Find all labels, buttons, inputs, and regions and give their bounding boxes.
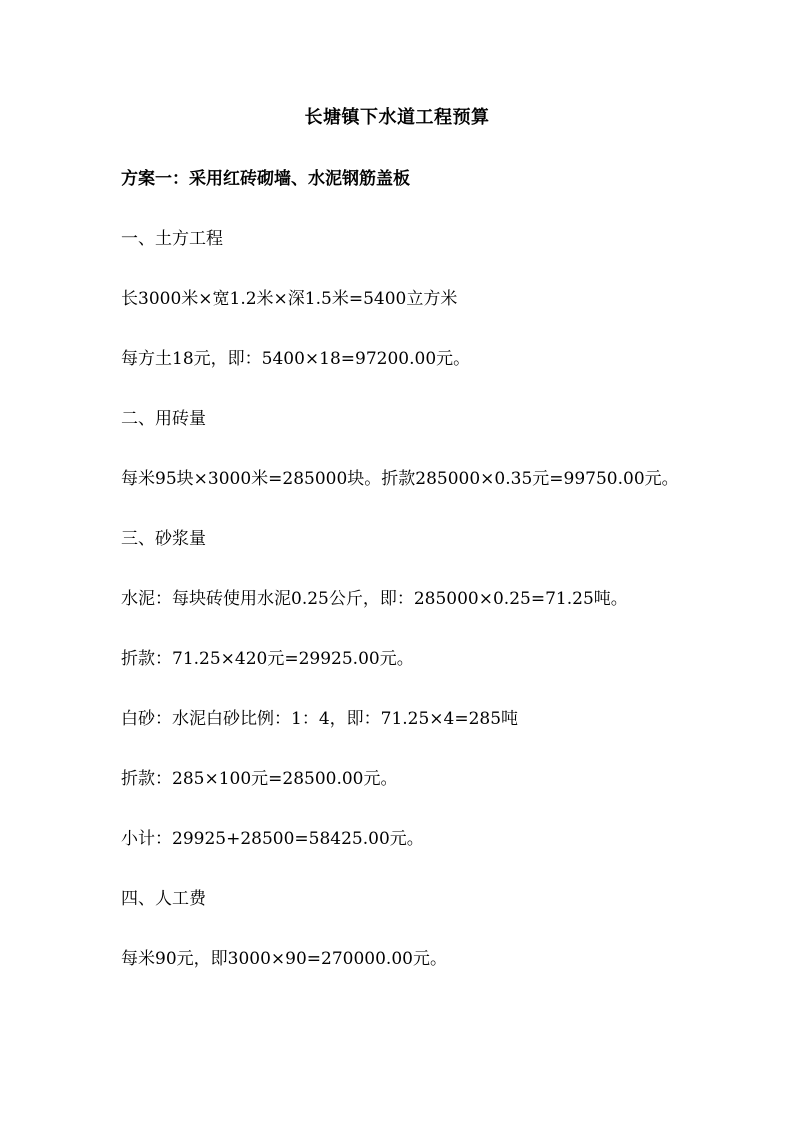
plan-heading: 方案一：采用红砖砌墙、水泥钢筋盖板 (121, 169, 410, 189)
earthwork-cost-text: 每方土18元，即：5400×18=97200.00元。 (121, 349, 471, 369)
section-heading-earthwork: 一、土方工程 (121, 229, 223, 249)
section-heading-labor: 四、人工费 (121, 889, 206, 909)
section-heading-bricks: 二、用砖量 (121, 409, 206, 429)
brick-cost-text: 每米95块×3000米=285000块。折款285000×0.35元=99750.00元。 (121, 469, 679, 489)
cement-quantity-text: 水泥：每块砖使用水泥0.25公斤，即：285000×0.25=71.25吨。 (121, 589, 628, 609)
document-title: 长塘镇下水道工程预算 (304, 107, 490, 128)
mortar-subtotal-text: 小计：29925+28500=58425.00元。 (121, 829, 424, 849)
earthwork-volume-text: 长3000米×宽1.2米×深1.5米=5400立方米 (121, 289, 458, 309)
sand-quantity-text: 白砂：水泥白砂比例：1：4，即：71.25×4=285吨 (121, 709, 519, 729)
section-heading-mortar: 三、砂浆量 (121, 529, 206, 549)
cement-cost-text: 折款：71.25×420元=29925.00元。 (121, 649, 414, 669)
sand-cost-text: 折款：285×100元=28500.00元。 (121, 769, 398, 789)
labor-cost-text: 每米90元，即3000×90=270000.00元。 (121, 949, 447, 969)
